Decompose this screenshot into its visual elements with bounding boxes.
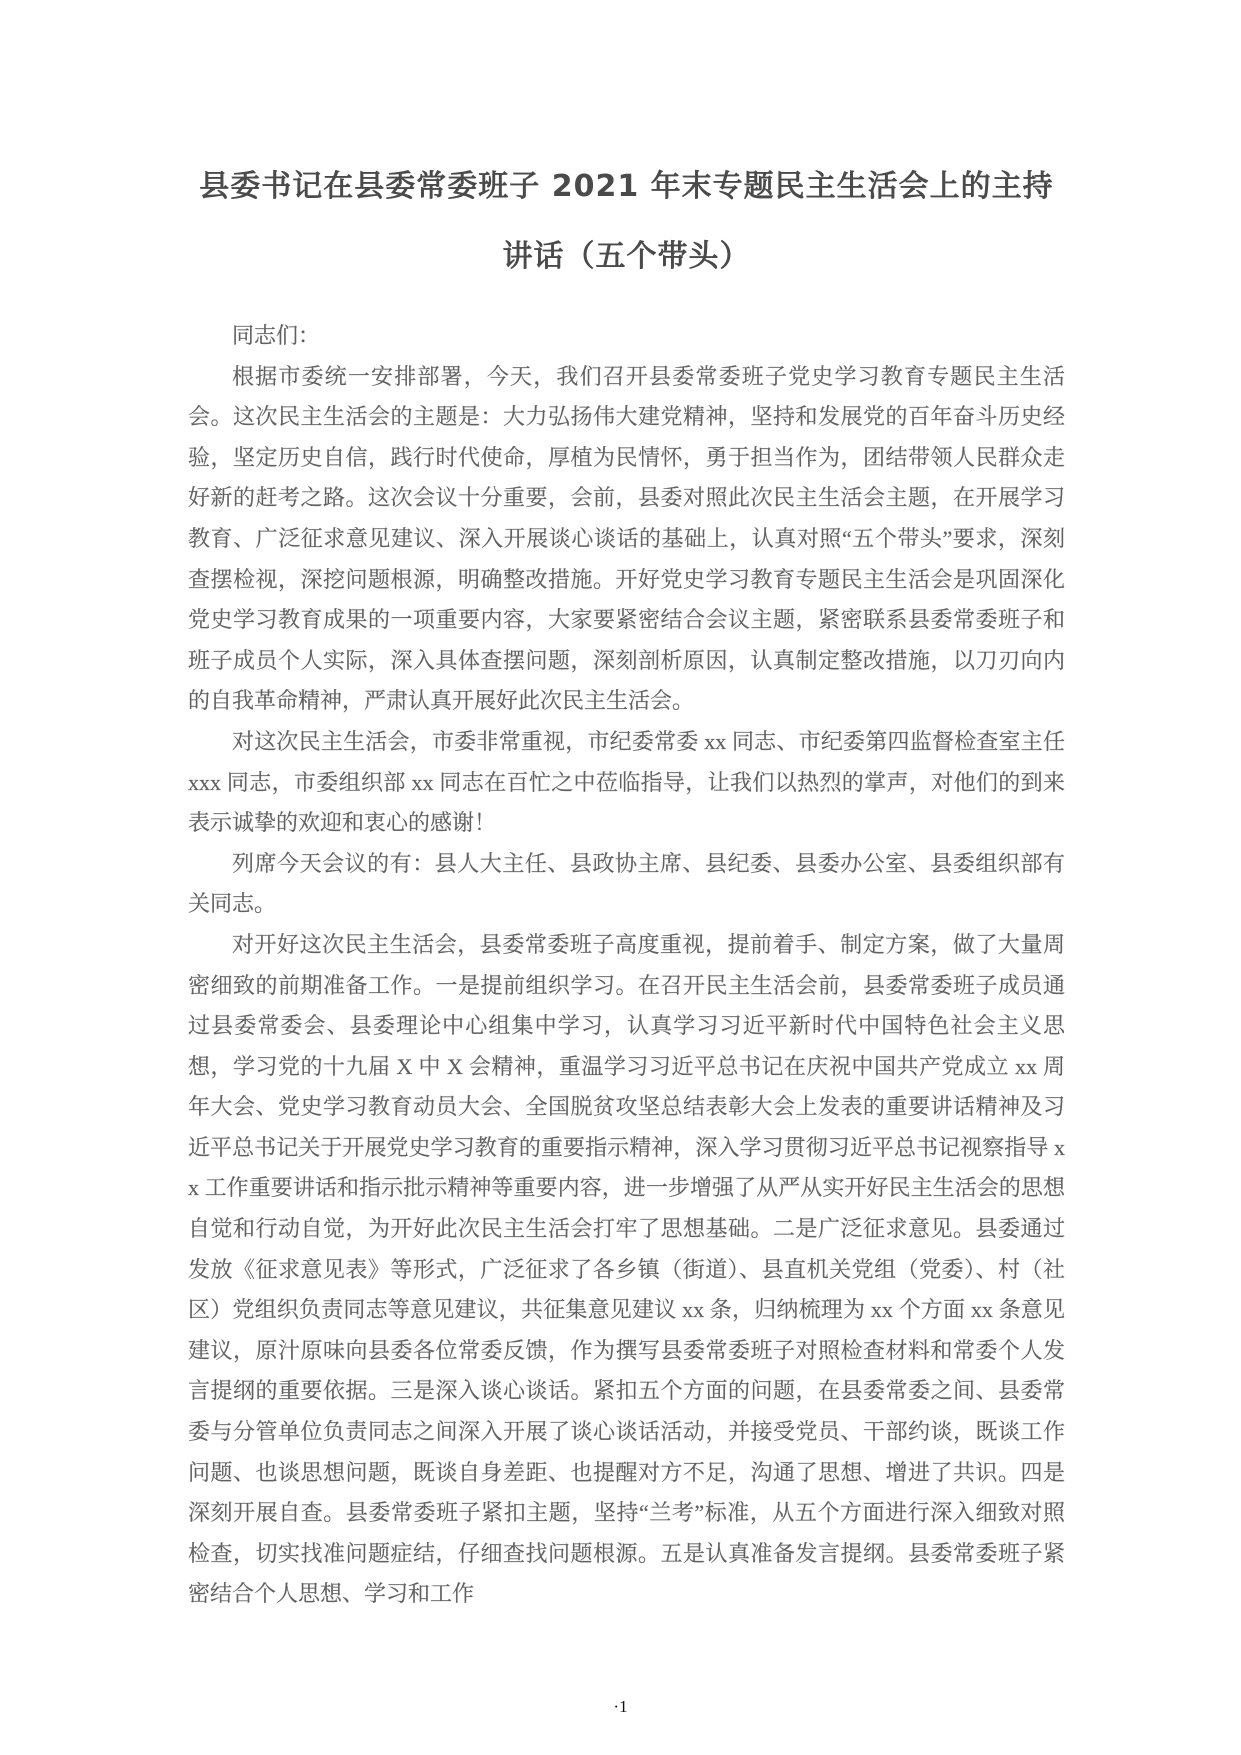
paragraph: 根据市委统一安排部署，今天，我们召开县委常委班子党史学习教育专题民主生活会。这次民主生活会的主题是：大力弘扬伟大建党精神，坚持和发展党的百年奋斗历史经验，坚定历史自信，践行时代使命，厚植为民情怀，勇于担当作为，团结带领人民群众走好新的赶考之路。这次会议十分重要，会前，县委对照此次民主生活会主题，在开展学习教育、广泛征求意见建议、深入开展谈心谈话的基础上，认真对照“五个带头”要求，深刻查摆检视，深挖问题根源，明确整改措施。开好党史学习教育专题民主生活会是巩固深化党史学习教育成果的一项重要内容，大家要紧密结合会议主题，紧密联系县委常委班子和班子成员个人实际，深入具体查摆问题，深刻剖析原因，认真制定整改措施，以刀刃向内的自我革命精神，严肃认真开展好此次民主生活会。 bbox=[188, 363, 1065, 714]
paragraph: 对开好这次民主生活会，县委常委班子高度重视，提前着手、制定方案，做了大量周密细致的前期准备工作。一是提前组织学习。在召开民主生活会前，县委常委班子成员通过县委常委会、县委理论中心组集中学习，认真学习习近平新时代中国特色社会主义思想，学习党的十九届 X 中 X 会精神，重温学习习近平总书记在庆祝中国共产党成立 xx 周年大会、党史学习教育动员大会、全国脱贫攻坚总结表彰大会上发表的重要讲话精神及习近平总书记关于开展党史学习教育的重要指示精神，深入学习贯彻习近平总书记视察指导 xx 工作重要讲话和指示批示精神等重要内容，进一步增强了从严从实开好民主生活会的思想自觉和行动自觉，为开好此次民主生活会打牢了思想基础。二是广泛征求意见。县委通过发放《征求意见表》等形式，广泛征求了各乡镇（街道）、县直机关党组（党委）、村（社区）党组织负责同志等意见建议，共征集意见建议 xx 条，归纳梳理为 xx 个方面 xx 条意见建议，原汁原味向县委各位常委反馈，作为撰写县委常委班子对照检查材料和常委个人发言提纲的重要依据。三是深入谈心谈话。紧扣五个方面的问题，在县委常委之间、县委常委与分管单位负责同志之间深入开展了谈心谈话活动，并接受党员、干部约谈，既谈工作问题、也谈思想问题，既谈自身差距、也提醒对方不足，沟通了思想、增进了共识。四是深刻开展自查。县委常委班子紧扣主题，坚持“兰考”标准，从五个方面进行深入细致对照检查，切实找准问题症结，仔细查找问题根源。五是认真准备发言提纲。县委常委班子紧密结合个人思想、学习和工作 bbox=[188, 931, 1065, 1607]
document-title: 县委书记在县委常委班子 2021 年末专题民主生活会上的主持讲话（五个带头） bbox=[199, 169, 1054, 274]
page-number: ·1 bbox=[613, 1697, 628, 1716]
paragraph: 同志们： bbox=[232, 323, 321, 348]
document-body bbox=[188, 316, 1065, 1615]
paragraph: 列席今天会议的有：县人大主任、县政协主席、县纪委、县委办公室、县委组织部有关同志。 bbox=[188, 850, 1065, 917]
paragraph: 对这次民主生活会，市委非常重视，市纪委常委 xx 同志、市纪委第四监督检查室主任 xxx 同志，市委组织部 xx 同志在百忙之中莅临指导，让我们以热烈的掌声，对他们的到来表示诚挚的欢迎和衷心的感谢！ bbox=[188, 728, 1065, 836]
